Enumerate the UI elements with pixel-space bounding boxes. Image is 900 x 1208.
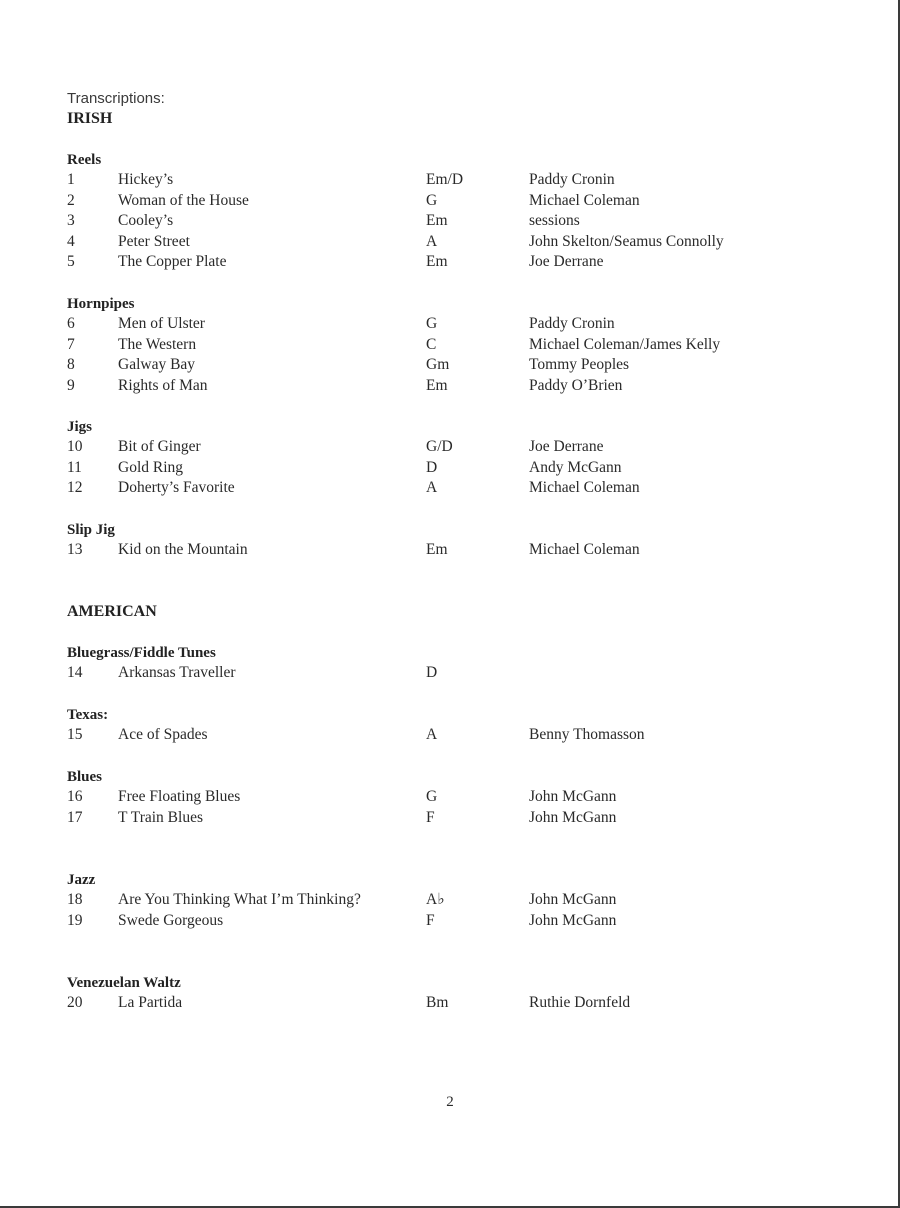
section-2 bbox=[67, 417, 867, 499]
section-1 bbox=[67, 294, 867, 396]
tune-title: Kid on the Mountain bbox=[118, 541, 248, 558]
section-5 bbox=[67, 705, 867, 746]
tune-number: 4 bbox=[67, 232, 75, 250]
section-7 bbox=[67, 870, 867, 931]
tune-key: G bbox=[426, 315, 438, 332]
tune-row bbox=[67, 993, 867, 1014]
tune-row bbox=[67, 911, 867, 932]
tune-number: 18 bbox=[67, 891, 83, 908]
tune-row bbox=[67, 890, 867, 911]
tune-title: Woman of the House bbox=[118, 191, 249, 209]
tune-row bbox=[67, 335, 867, 356]
tune-title: Ace of Spades bbox=[118, 726, 208, 743]
page-title: Transcriptions: bbox=[67, 90, 165, 107]
tune-key: A bbox=[426, 232, 438, 250]
tune-number: 20 bbox=[67, 994, 83, 1011]
tune-row bbox=[67, 808, 867, 829]
tune-key: Em bbox=[426, 212, 448, 230]
tune-row bbox=[67, 437, 867, 458]
tune-artist: Andy McGann bbox=[529, 458, 622, 476]
section-heading: Slip Jig bbox=[67, 522, 115, 538]
tune-key: D bbox=[426, 458, 438, 476]
tune-artist: Paddy O’Brien bbox=[529, 376, 623, 394]
tune-artist: Michael Coleman bbox=[529, 541, 640, 558]
tune-title: Bit of Ginger bbox=[118, 438, 201, 455]
tune-key: Em/D bbox=[426, 171, 464, 188]
tune-artist: Michael Coleman bbox=[529, 191, 640, 209]
header bbox=[67, 89, 165, 129]
section-0 bbox=[67, 150, 867, 273]
tune-key: Em bbox=[426, 376, 448, 394]
tune-title: Free Floating Blues bbox=[118, 788, 241, 805]
tune-key: Gm bbox=[426, 356, 450, 374]
tune-number: 16 bbox=[67, 788, 83, 805]
tune-row bbox=[67, 458, 867, 479]
tune-title: Arkansas Traveller bbox=[118, 664, 236, 681]
tune-title: Cooley’s bbox=[118, 212, 174, 230]
tune-title: Men of Ulster bbox=[118, 315, 205, 332]
tune-artist: Joe Derrane bbox=[529, 438, 604, 455]
tune-key: C bbox=[426, 335, 437, 353]
tune-key: G bbox=[426, 191, 438, 209]
tune-title: The Western bbox=[118, 335, 197, 353]
section-heading: Jigs bbox=[67, 419, 93, 435]
tune-row bbox=[67, 725, 867, 746]
tune-number: 11 bbox=[67, 458, 82, 476]
tune-title: Are You Thinking What I’m Thinking? bbox=[118, 891, 361, 908]
tune-number: 15 bbox=[67, 726, 83, 743]
tune-title: Galway Bay bbox=[118, 356, 196, 374]
tune-number: 12 bbox=[67, 479, 83, 497]
tune-row bbox=[67, 252, 867, 273]
section-heading: Reels bbox=[67, 152, 102, 168]
tune-artist: Paddy Cronin bbox=[529, 315, 615, 332]
section-8 bbox=[67, 973, 867, 1014]
tune-artist: Paddy Cronin bbox=[529, 171, 615, 188]
region-heading-american: AMERICAN bbox=[67, 603, 157, 620]
tune-artist: John McGann bbox=[529, 891, 617, 908]
tune-key: D bbox=[426, 664, 438, 681]
tune-key: A bbox=[426, 726, 438, 743]
tune-key: Em bbox=[426, 541, 448, 558]
tune-number: 3 bbox=[67, 212, 75, 230]
tune-row bbox=[67, 663, 867, 684]
tune-key: Em bbox=[426, 253, 448, 271]
section-4 bbox=[67, 643, 867, 684]
tune-key: F bbox=[426, 911, 435, 929]
tune-row bbox=[67, 787, 867, 808]
tune-title: Swede Gorgeous bbox=[118, 911, 224, 929]
tune-key: G bbox=[426, 788, 438, 805]
tune-row bbox=[67, 232, 867, 253]
tune-artist: John McGann bbox=[529, 808, 617, 826]
tune-key: A bbox=[426, 479, 438, 497]
tune-artist: Tommy Peoples bbox=[529, 356, 630, 374]
section-heading: Hornpipes bbox=[67, 296, 135, 312]
tune-number: 5 bbox=[67, 253, 75, 271]
section-6 bbox=[67, 767, 867, 828]
tune-artist: John McGann bbox=[529, 911, 617, 929]
section-3 bbox=[67, 520, 867, 561]
tune-artist: sessions bbox=[529, 212, 580, 230]
section-heading: Jazz bbox=[67, 872, 96, 888]
tune-title: La Partida bbox=[118, 994, 183, 1011]
tune-key: Bm bbox=[426, 994, 449, 1011]
tune-title: Hickey’s bbox=[118, 171, 174, 188]
tune-row bbox=[67, 540, 867, 561]
tune-number: 1 bbox=[67, 171, 75, 188]
tune-row bbox=[67, 314, 867, 335]
tune-row bbox=[67, 478, 867, 499]
tune-number: 8 bbox=[67, 356, 75, 374]
tune-artist: Michael Coleman/James Kelly bbox=[529, 335, 721, 353]
tune-row bbox=[67, 170, 867, 191]
tune-artist: Ruthie Dornfeld bbox=[529, 994, 631, 1011]
section-heading: Bluegrass/Fiddle Tunes bbox=[67, 645, 216, 661]
tune-key: G/D bbox=[426, 438, 453, 455]
tune-title: Doherty’s Favorite bbox=[118, 479, 235, 497]
tune-row bbox=[67, 211, 867, 232]
tune-artist: Benny Thomasson bbox=[529, 726, 645, 743]
tune-artist: John Skelton/Seamus Connolly bbox=[529, 232, 724, 250]
tune-artist: John McGann bbox=[529, 788, 617, 805]
tune-title: Rights of Man bbox=[118, 376, 208, 394]
tune-title: T Train Blues bbox=[118, 808, 203, 826]
section-heading: Venezuelan Waltz bbox=[67, 975, 181, 991]
tune-number: 9 bbox=[67, 376, 75, 394]
tune-number: 17 bbox=[67, 808, 83, 826]
tune-number: 2 bbox=[67, 191, 75, 209]
tune-key: A♭ bbox=[426, 891, 445, 908]
tune-row bbox=[67, 355, 867, 376]
page-number: 2 bbox=[446, 1094, 454, 1110]
section-heading: Blues bbox=[67, 769, 103, 785]
region-heading-irish: IRISH bbox=[67, 110, 113, 127]
tune-row bbox=[67, 376, 867, 397]
tune-key: F bbox=[426, 808, 435, 826]
tune-title: The Copper Plate bbox=[118, 253, 227, 271]
tune-number: 14 bbox=[67, 664, 83, 681]
tune-number: 19 bbox=[67, 911, 83, 929]
tune-artist: Michael Coleman bbox=[529, 479, 640, 497]
section-heading: Texas: bbox=[67, 707, 109, 723]
tune-number: 10 bbox=[67, 438, 83, 455]
tune-row bbox=[67, 191, 867, 212]
tune-number: 6 bbox=[67, 315, 75, 332]
tune-artist: Joe Derrane bbox=[529, 253, 604, 271]
tune-number: 7 bbox=[67, 335, 75, 353]
tune-number: 13 bbox=[67, 541, 83, 558]
tune-title: Gold Ring bbox=[118, 458, 184, 476]
tune-title: Peter Street bbox=[118, 232, 190, 250]
